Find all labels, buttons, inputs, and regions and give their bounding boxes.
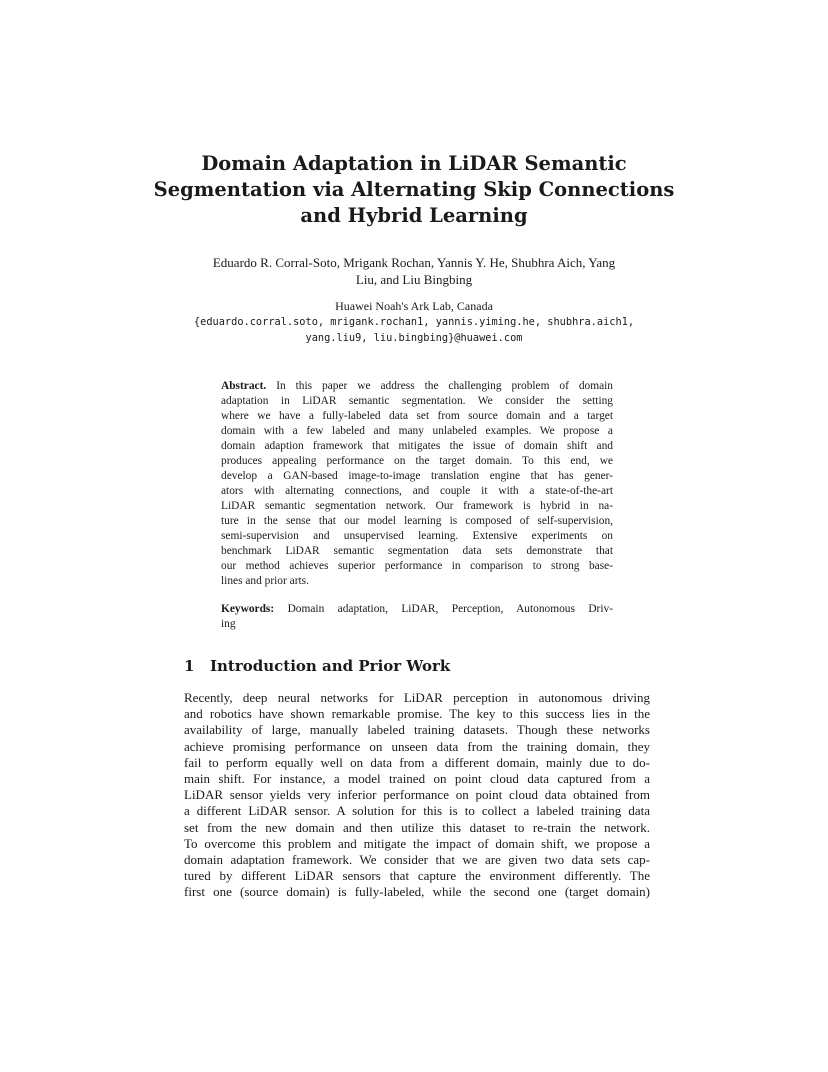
affiliation-block	[150, 298, 678, 346]
paper-title	[150, 151, 678, 229]
body-line: availability of large, manually labeled training datasets. Though these networks	[184, 722, 650, 738]
abstract-line: domain with a few labeled and many unlabeled examples. We propose a	[221, 425, 613, 437]
abstract-text: In this paper we address the challenging problem of domain	[276, 380, 613, 392]
author-line: Eduardo R. Corral-Soto, Mrigank Rochan, Yannis Y. He, Shubhra Aich, Yang	[212, 255, 616, 270]
abstract-line: ators with alternating connections, and couple it with a state-of-the-art	[221, 485, 613, 497]
email-line: yang.liu9, liu.bingbing}@huawei.com	[305, 332, 523, 344]
abstract-line: develop a GAN-based image-to-image translation engine that has gener-	[221, 470, 613, 482]
body-text	[184, 690, 650, 901]
section-heading	[184, 656, 650, 676]
abstract-line: domain adaption framework that mitigates the issue of domain shift and	[221, 440, 613, 452]
abstract-line: benchmark LiDAR semantic segmentation data sets demonstrate that	[221, 545, 613, 557]
abstract-line: our method achieves superior performance in comparison to strong base-	[221, 560, 613, 572]
abstract-line	[221, 379, 613, 394]
abstract-line: adaptation in LiDAR semantic segmentation. We consider the setting	[221, 395, 613, 407]
body-line: tured by different LiDAR sensors that capture the environment differently. The	[184, 868, 650, 884]
keywords-label: Keywords:	[221, 603, 275, 615]
title-line: Segmentation via Alternating Skip Connections	[153, 178, 675, 201]
keywords-line	[221, 602, 613, 617]
author-line: Liu, and Liu Bingbing	[355, 272, 473, 287]
body-line: achieve promising performance on unseen data from the training domain, they	[184, 738, 650, 754]
abstract-line: lines and prior arts.	[221, 575, 309, 587]
abstract-line: LiDAR semantic segmentation network. Our framework is hybrid in na-	[221, 500, 613, 512]
keywords-line: ing	[221, 618, 236, 630]
abstract-line: semi-supervision and unsupervised learning. Extensive experiments on	[221, 530, 613, 542]
abstract-label: Abstract.	[221, 380, 267, 392]
body-line: LiDAR sensor yields very inferior performance on point cloud data obtained from	[184, 787, 650, 803]
author-list	[150, 254, 678, 288]
keywords	[221, 602, 613, 632]
title-line: and Hybrid Learning	[300, 204, 528, 227]
body-line: set from the new domain and then utilize this dataset to re-train the network.	[184, 819, 650, 835]
keywords-text: Domain adaptation, LiDAR, Perception, Autonomous Driv-	[287, 603, 613, 615]
body-line: fail to perform equally well on data from a different domain, mainly due to do-	[184, 754, 650, 770]
body-line: Recently, deep neural networks for LiDAR perception in autonomous driving	[184, 690, 650, 705]
abstract	[221, 379, 613, 589]
abstract-line: produces appealing performance on the target domain. To this end, we	[221, 455, 613, 467]
affiliation: Huawei Noah's Ark Lab, Canada	[335, 299, 493, 313]
section-title: Introduction and Prior Work	[210, 657, 451, 675]
body-line: first one (source domain) is fully-labeled, while the second one (target domain)	[184, 884, 650, 900]
body-line: domain adaptation framework. We consider that we are given two data sets cap-	[184, 852, 650, 868]
section-number: 1	[184, 657, 195, 675]
title-line: Domain Adaptation in LiDAR Semantic	[201, 152, 627, 175]
body-line: a different LiDAR sensor. A solution for this is to collect a labeled training data	[184, 803, 650, 819]
abstract-line: ture in the sense that our model learning is composed of self-supervision,	[221, 515, 613, 527]
body-line: and robotics have shown remarkable promise. The key to this success lies in the	[184, 706, 650, 722]
body-line: To overcome this problem and mitigate the impact of domain shift, we propose a	[184, 835, 650, 851]
email-line: {eduardo.corral.soto, mrigank.rochan1, yannis.yiming.he, shubhra.aich1,	[193, 316, 635, 328]
body-line: main shift. For instance, a model trained on point cloud data captured from a	[184, 771, 650, 787]
abstract-line: where we have a fully-labeled data set from source domain and a target	[221, 410, 613, 422]
